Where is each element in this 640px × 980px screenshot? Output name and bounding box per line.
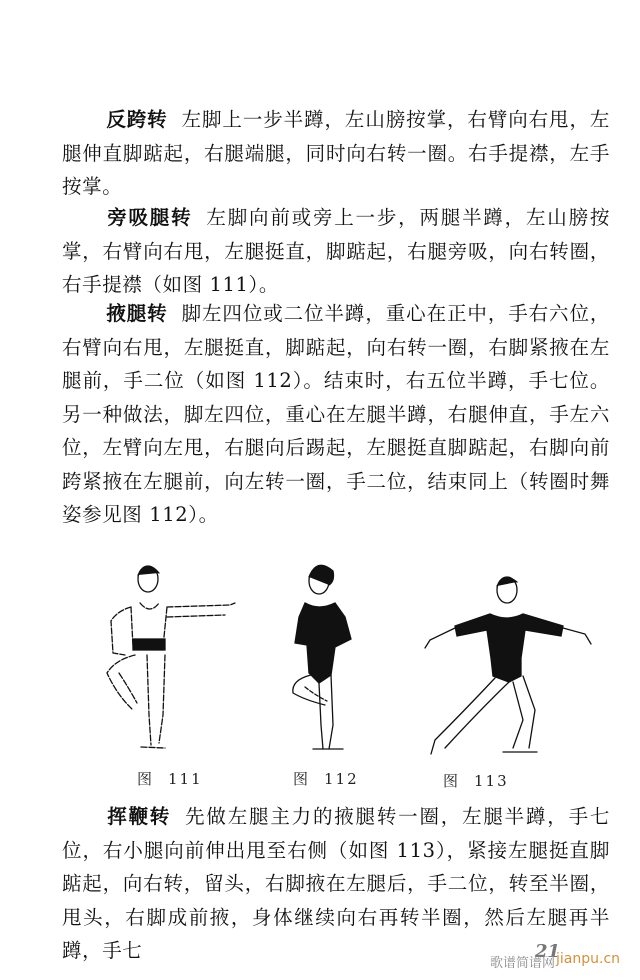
- figure-112-caption: 图 112: [293, 770, 359, 788]
- watermark-en: jianpu.cn: [556, 951, 621, 967]
- figure-111-illustration: [95, 555, 245, 755]
- paragraph-body: 左脚向前或旁上一步，两腿半蹲，左山膀按掌，右臂向右甩，左腿挺直，脚踮起，右腿旁吸，向右转圈，右手提襟（如图 111）。: [62, 206, 610, 296]
- paragraph-body: 先做左腿主力的掖腿转一圈，左腿半蹲，手七位，右小腿向前伸出甩至右侧（如图 113），紧接左腿挺直脚踮起，向右转，留头，右脚掖在左腿后，手二位，转至半圈，甩头，右脚成前掖，身体继续向右再转半圈，然后左腿再半蹲，手七: [62, 805, 610, 962]
- paragraph-pang-xi-tui-zhuan: [62, 201, 610, 302]
- figure-111-caption: 图 111: [137, 770, 203, 788]
- paragraph-fan-kua-zhuan: [62, 103, 610, 204]
- paragraph-body: 左脚上一步半蹲，左山膀按掌，右臂向右甩，左腿伸直脚踮起，右腿端腿，同时向右转一圈。右手提襟，左手按掌。: [62, 108, 610, 198]
- paragraph-heading: 反跨转: [106, 108, 168, 131]
- paragraph-heading: 掖腿转: [106, 302, 168, 325]
- paragraph-hui-bian-zhuan: [62, 800, 610, 968]
- paragraph-ye-tui-zhuan: [62, 297, 610, 532]
- page-number: 21: [535, 941, 561, 962]
- figure-113-illustration: [405, 570, 595, 760]
- paragraph-heading: 挥鞭转: [106, 805, 172, 828]
- paragraph-heading: 旁吸腿转: [106, 206, 193, 229]
- figure-113-caption: 图 113: [443, 772, 509, 790]
- watermark-cn: 歌谱简谱网: [490, 956, 556, 971]
- figure-112-illustration: [275, 555, 375, 755]
- paragraph-body: 脚左四位或二位半蹲，重心在正中，手右六位，右臂向右甩，左腿挺直，脚踮起，向右转一圈，右脚紧掖在左腿前，手二位（如图 112）。结束时，右五位半蹲，手七位。另一种做法，脚左四位，重心在左腿半蹲，右腿伸直，手左六位，左臂向左甩，右腿向后踢起，左腿挺直脚踮起，右脚向前跨紧掖在左腿前，向左转一圈，手二位，结束同上（转圈时舞姿参见图 112）。: [62, 302, 610, 526]
